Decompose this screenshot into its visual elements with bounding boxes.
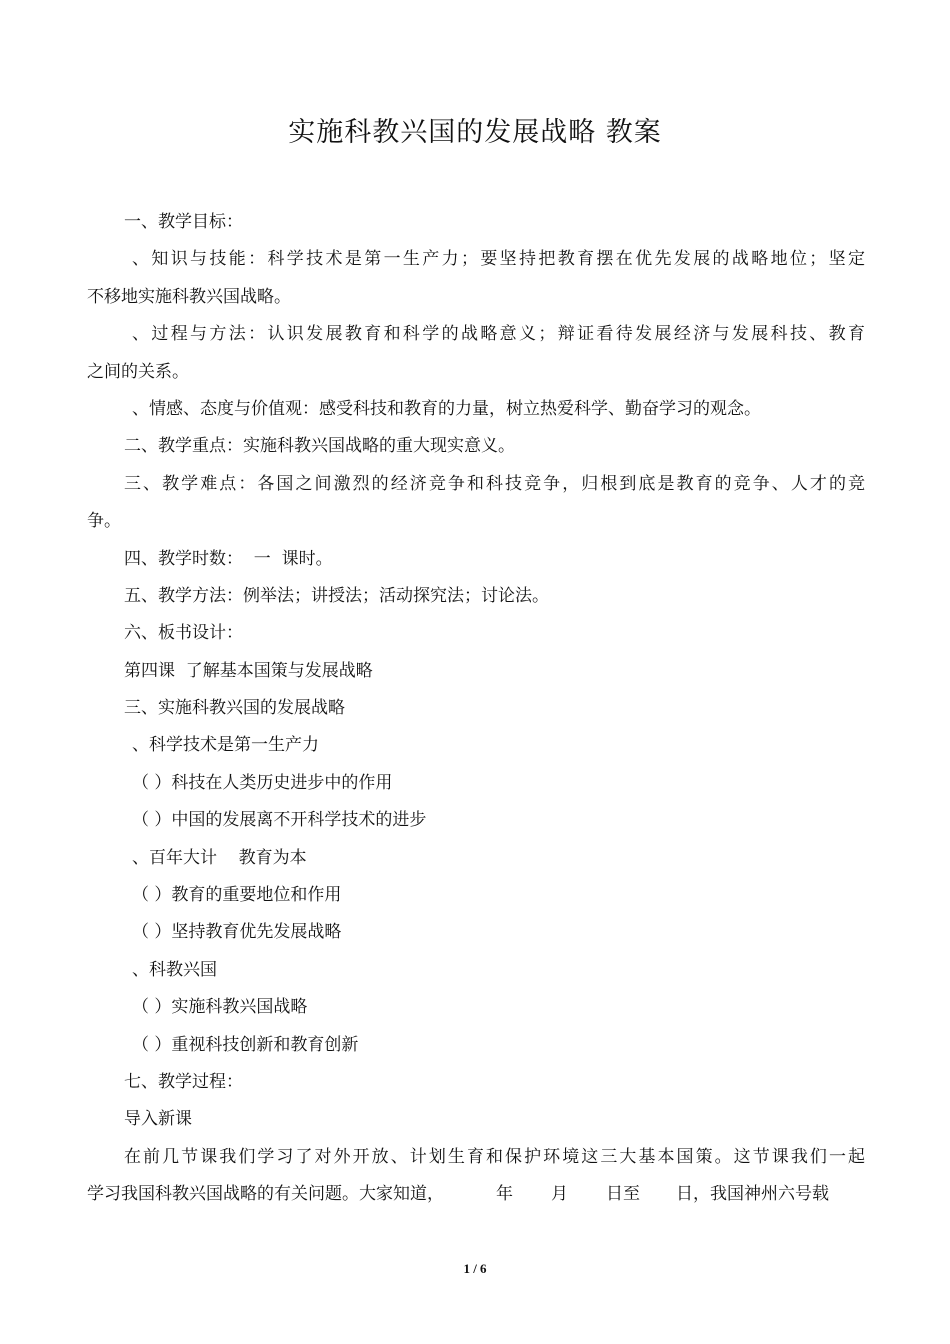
paragraph-fragment: 学习我国科教兴国战略的有关问题。大家知道， [87,1184,444,1205]
subheading-intro: 导入新课 [124,1109,192,1130]
board-line: 、百年大计 教育为本 [132,847,307,868]
board-line: （ ）教育的重要地位和作用 [132,885,342,906]
section-heading-difficulties: 三、教学难点：各国之间激烈的经济竞争和科技竞争，归根到底是教育的竞争、人才的竞 [124,473,865,494]
paragraph-line: 、知识与技能：科学技术是第一生产力；要坚持把教育摆在优先发展的战略地位；坚定 [132,249,865,270]
paragraph-line: 之间的关系。 [87,361,189,382]
paragraph-fragment: 日至 [606,1184,640,1205]
paragraph-line: 不移地实施科教兴国战略。 [87,286,291,307]
section-heading-hours: 四、教学时数： 一 课时。 [124,548,333,569]
board-line: （ ）科技在人类历史进步中的作用 [132,772,393,793]
board-line: （ ）重视科技创新和教育创新 [132,1034,359,1055]
section-heading-board-design: 六、板书设计： [124,623,243,644]
board-line: （ ）坚持教育优先发展战略 [132,922,342,943]
paragraph-line-last [87,1176,865,1213]
paragraph-line: 在前几节课我们学习了对外开放、计划生育和保护环境这三大基本国策。这节课我们一起 [124,1146,865,1167]
paragraph-line: 争。 [87,511,121,532]
section-heading-key-points: 二、教学重点：实施科教兴国战略的重大现实意义。 [124,436,515,457]
paragraph-line: 、情感、态度与价值观：感受科技和教育的力量，树立热爱科学、勤奋学习的观念。 [132,398,761,419]
board-line: 、科学技术是第一生产力 [132,735,319,756]
board-line: 、科教兴国 [132,959,217,980]
section-heading-methods: 五、教学方法：例举法；讲授法；活动探究法；讨论法。 [124,585,549,606]
board-line: 第四课 了解基本国策与发展战略 [124,660,373,681]
section-heading-process: 七、教学过程： [124,1071,243,1092]
document-title: 实施科教兴国的发展战略 教案 [288,117,662,148]
board-line: （ ）实施科教兴国战略 [132,997,308,1018]
board-line: 三、实施科教兴国的发展战略 [124,698,345,719]
board-line: （ ）中国的发展离不开科学技术的进步 [132,810,427,831]
paragraph-fragment: 日，我国神州六号载 [676,1184,829,1205]
paragraph-fragment: 月 [551,1184,568,1205]
paragraph-fragment: 年 [496,1184,513,1205]
paragraph-line: 、过程与方法：认识发展教育和科学的战略意义；辩证看待发展经济与发展科技、教育 [132,324,865,345]
page-number: 1 / 6 [463,1261,487,1276]
document-body [87,204,865,1214]
section-heading-objectives: 一、教学目标： [124,212,243,232]
